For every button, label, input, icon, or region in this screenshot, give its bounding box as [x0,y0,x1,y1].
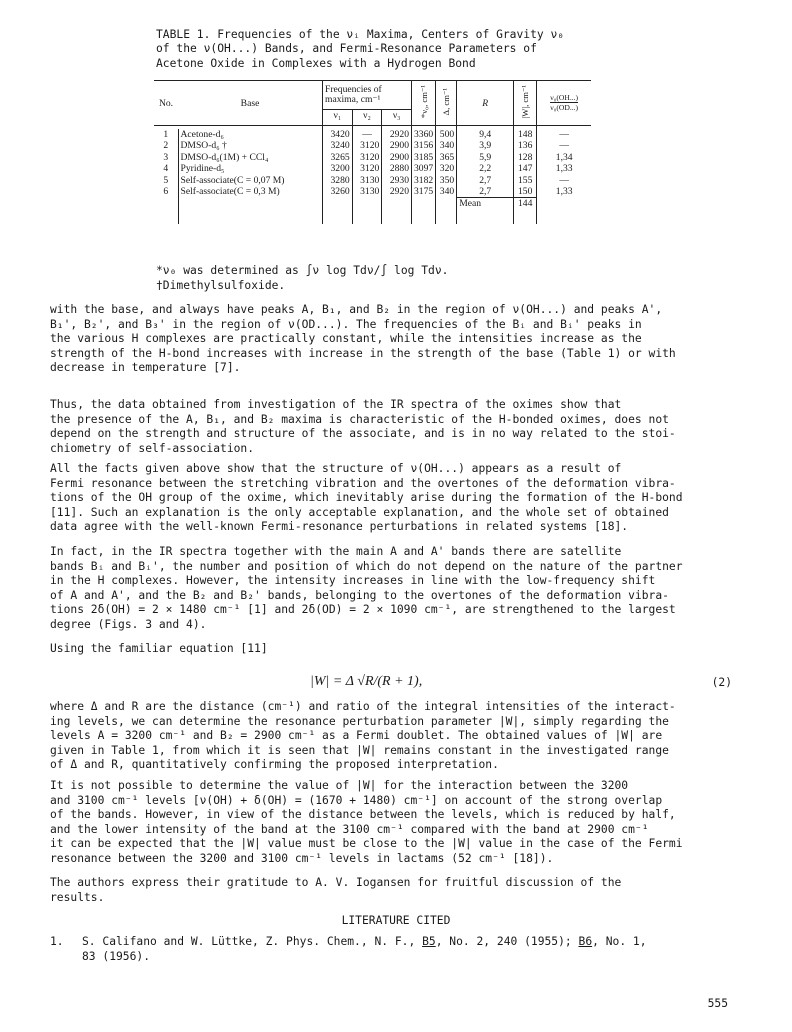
volume-b6: B6 [578,935,593,948]
header-delta: Δ, cm⁻¹ [436,81,457,126]
header-r: R [457,81,514,126]
equation-2 [50,674,740,694]
literature-heading: LITERATURE CITED [341,914,451,927]
header-nu3: ν₃ [382,110,412,126]
page-number: 555 [707,997,728,1010]
table-row: 5 Self-associate(C = 0,07 M) 3280 3130 2930 3182 350 2,7 155 — [154,175,591,186]
header-ratio [537,81,592,126]
header-nu0: *ν₀, cm⁻¹ [412,81,436,126]
mean-row [154,198,591,210]
table-row: 4 Pyridine-d₅ 3200 3120 2880 3097 320 2,2 147 1,33 [154,163,591,174]
paragraph-5: Using the familiar equation [11] [50,642,268,655]
paragraph-3: All the facts given above show that the structure of ν(OH...) appears as a result of Fermi resonance between the stretching vibration and the overtones of the deformation vibra- tions of the OH group of the oxime, which inevitably arise during the formation of the H-bond [11]. Such an explanation is the only acceptable explanation, and the whole set of obtained data agree with the well-known Fermi-resonance perturbations in related systems [18]. [50,462,683,534]
volume-b5: B5 [422,935,436,948]
table-row: 6 Self-associate(C = 0,3 M) 3260 3130 2920 3175 340 2,7 150 1,33 [154,186,591,198]
table-row: 3 DMSO-d₆(1M) + CCl₄ 3265 3120 2900 3185 365 5,9 128 1,34 [154,152,591,163]
paragraph-6: where Δ and R are the distance (cm⁻¹) and ratio of the integral intensities of the interact- ing levels, we can determine the resonance perturbation parameter |W|, simply regarding the levels A = 3200 cm⁻¹ and B₂ = 2900 cm⁻¹ as a Fermi doublet. The obtained values of |W| are given in Table 1, from which it is seen that |W| remains constant in the investigated range of Δ and R, quantitatively confirming the proposed interpretation. [50,700,676,772]
paragraph-acknowledgment: The authors express their gratitude to A. V. Iogansen for fruitful discussion of the results. [50,876,622,904]
mean-value: 144 [514,198,537,210]
table-caption: TABLE 1. Frequencies of the νᵢ Maxima, Centers of Gravity ν₀ of the ν(OH...) Bands, and Fermi-Resonance Parameters of Acetone Oxide in Complexes with a Hydrogen Bond [156,28,565,70]
equation-number: (2) [711,676,732,689]
mean-label: Mean [457,198,514,210]
paragraph-7: It is not possible to determine the value of |W| for the interaction between the 3200 and 3100 cm⁻¹ levels [ν(OH) + δ(OH) = (1670 + 1480) cm⁻¹] on account of the strong overlap of the bands. However, in view of the distance between the levels, which is reduced by half, and the lower intensity of the band at the 3100 cm⁻¹ compared with the band at 2900 cm⁻¹ it can be expected that the |W| value must be close to the |W| value in the case of the Fermi resonance between the 3200 and 3100 cm⁻¹ levels in lactams (52 cm⁻¹ [18]). [50,779,683,865]
table-row: 1 Acetone-d₆ 3420 — 2920 3360 500 9,4 148 — [154,129,591,140]
header-nu2: ν₂ [352,110,382,126]
paragraph-1: with the base, and always have peaks A, B₁, and B₂ in the region of ν(OH...) and peaks A', B₁', B₂', and B₃' in the region of ν(OD...). The frequencies of the Bᵢ and Bᵢ' peaks in the various H complexes are practically constant, while the intensities increase as the strength of the H-bond increases with increase in the strength of the base (Table 1) or with decrease in temperature [7]. [50,303,676,375]
table-footnote-dmso: †Dimethylsulfoxide. [156,279,286,292]
table-row: 2 DMSO-d₆ † 3240 3120 2900 3156 340 3,9 136 — [154,140,591,151]
header-frequencies: Frequencies of maxima, cm⁻¹ [323,81,412,110]
equation-body: |W| = Δ √R/(R + 1), [310,674,423,689]
ratio-denominator: ν₀(OD...) [550,103,579,113]
header-w: |W|, cm⁻¹ [514,81,537,126]
header-no: No. [154,81,178,126]
reference-number: 1. [50,935,64,948]
paragraph-4: In fact, in the IR spectra together with the main A and A' bands there are satellite bands Bᵢ and Bᵢ', the number and position of which do not depend on the nature of the partner in the H complexes. However, the intensity increases in line with the low-frequency shift of A and A', and the B₂ and B₂' bands, belonging to the overtones of the deformation vibra- tions 2δ(OH) = 2 × 1480 cm⁻¹ [1] and 2δ(OD) = 2 × 1090 cm⁻¹, are strengthened to the largest degree (Figs. 3 and 4). [50,545,683,631]
paragraph-2: Thus, the data obtained from investigation of the IR spectra of the oximes show that the presence of the A, B₁, and B₂ maxima is characteristic of the H-bonded oximes, does not depend on the strength and structure of the associate, and is in no way related to the stoi- chiometry of self-association. [50,398,676,455]
header-nu1: ν₁ [323,110,353,126]
frequency-table [154,80,591,224]
header-base: Base [178,81,323,126]
ratio-numerator: ν₀(OH...) [550,92,579,102]
table-footnote-nu0: *ν₀ was determined as ∫ν log Tdν/∫ log Tdν. [156,264,449,277]
reference-text: S. Califano and W. Lüttke, Z. Phys. Chem., N. F., B5, No. 2, 240 (1955); B6, No. 1, 83 (1956). [82,935,647,963]
